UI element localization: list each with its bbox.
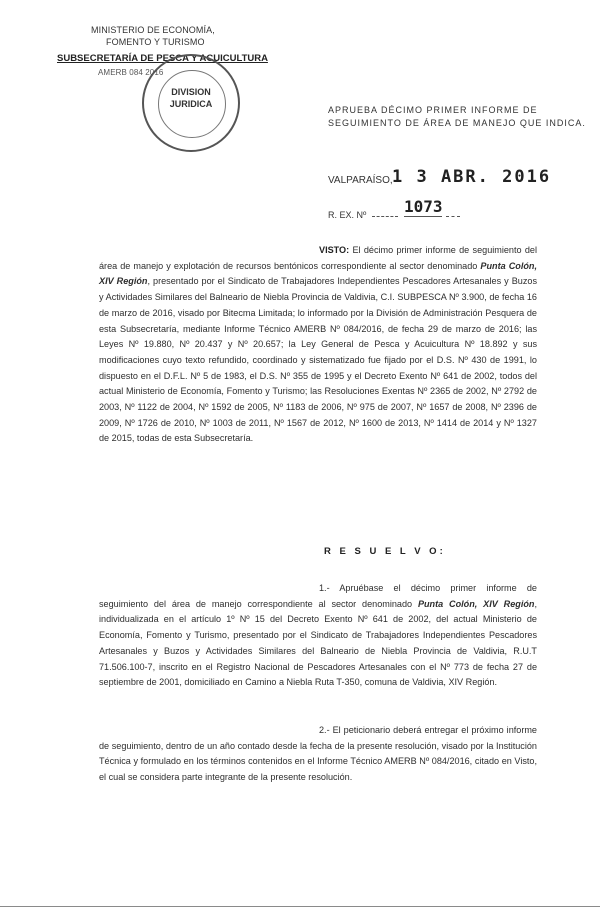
visto-label: VISTO: bbox=[319, 245, 350, 255]
visto-sector: Punta Colón, XIV Región bbox=[99, 260, 537, 287]
subject-line2: SEGUIMIENTO DE ÁREA DE MANEJO QUE INDICA. bbox=[328, 118, 586, 128]
ministry-name-line2: FOMENTO Y TURISMO bbox=[106, 37, 205, 47]
division-juridica-stamp bbox=[142, 54, 240, 152]
visto-text-b: , presentado por el Sindicato de Trabajadores Independientes Pescadores Artesanales y Buzos y Actividades Similares del Balneario de Niebla Provincia de Valdivia, C.I. SUBPESCA Nº 3.900, de fecha 16 de marzo de 2016, visado por Bitecma Limitada; lo informado por la División de Administración Pesquera de esta Subsecretaría, mediante Informe Técnico AMERB Nº 084/2016, de fecha 29 de marzo de 2016; las Leyes Nº 19.880, Nº 20.437 y Nº 20.657; la Ley General de Pesca y Acuicultura Nº 18.892 y sus modificaciones cuyo texto refundido, coordinado y sistematizado fue fijado por el D.S. Nº 430 de 1991, lo dispuesto en el D.F.L. Nº 5 de 1983, el D.S. Nº 355 de 1995 y el Decreto Exento Nº 641 de 2002, todos del actual Ministerio de Economía, Fomento y Turismo; las Resoluciones Exentas Nº 2365 de 2002, Nº 2792 de 2003, Nº 1122 de 2004, Nº 1592 de 2005, Nº 1183 de 2006, Nº 975 de 2007, Nº 1657 de 2008, Nº 2396 de 2009, Nº 1726 de 2010, Nº 1003 de 2011, Nº 1567 de 2012, Nº 1600 de 2013, Nº 1414 de 2014 y Nº 1327 de 2015, todas de esta Subsecretaría. bbox=[99, 276, 537, 444]
amerb-reference: AMERB 084 2016 bbox=[98, 68, 164, 77]
resuelvo-heading: R E S U E L V O: bbox=[324, 546, 446, 557]
resolution-underline bbox=[404, 216, 442, 217]
item1-text-a: 1.- Apruébase el décimo primer informe de seguimiento del área de manejo correspondiente al sector denominado bbox=[99, 583, 537, 609]
scan-edge-line bbox=[0, 906, 600, 907]
subject-line1: APRUEBA DÉCIMO PRIMER INFORME DE bbox=[328, 105, 538, 115]
resolution-label: R. EX. Nº bbox=[328, 210, 367, 220]
ministry-name-line1: MINISTERIO DE ECONOMÍA, bbox=[91, 25, 215, 35]
subsecretaria-title: SUBSECRETARÍA DE PESCA Y ACUICULTURA bbox=[57, 53, 268, 64]
date-stamp: 1 3 ABR. 2016 bbox=[392, 167, 552, 187]
item1-text-b: , individualizada en el artículo 1º Nº 15 del Decreto Exento Nº 641 de 2002, del actual Ministerio de Economía, Fomento y Turismo, presentado por el Sindicato de Trabajadores Independientes Pescadores Artesanales y Buzos y Actividades Similares del Balneario de Niebla Provincia de Valdivia, R.U.T 71.506.100-7, inscrito en el Registro Nacional de Pescadores Artesanales con el Nº 773 de fecha 27 de septiembre de 2001, domiciliado en Camino a Niebla Ruta T-350, comuna de Valdivia, XIV Región. bbox=[99, 598, 537, 688]
item2-paragraph: 2.- El peticionario deberá entregar el próximo informe de seguimiento, dentro de un año contado desde la fecha de la presente resolución, visado por la Institución Técnica y formulado en los términos contenidos en el Informe Técnico AMERB Nº 084/2016, citado en Visto, el cual se considera parte integrante de la presente resolución. bbox=[99, 725, 537, 783]
visto-paragraph bbox=[99, 243, 537, 447]
stamp-line2: JURIDICA bbox=[169, 99, 213, 109]
stamp-label bbox=[144, 86, 238, 110]
stamp-line1: DIVISION bbox=[171, 87, 211, 97]
date-place: VALPARAÍSO, bbox=[328, 175, 393, 186]
visto-text-a: El décimo primer informe de seguimiento del área de manejo y explotación de recursos bentónicos correspondiente al sector denominado bbox=[99, 245, 537, 271]
item1-paragraph bbox=[99, 581, 537, 691]
item1-sector: Punta Colón, XIV Región bbox=[417, 598, 535, 609]
subject-block bbox=[328, 104, 586, 130]
resolution-dash-left bbox=[372, 216, 398, 217]
resolution-dash-right bbox=[446, 216, 460, 217]
resolution-number: 1073 bbox=[404, 197, 443, 216]
